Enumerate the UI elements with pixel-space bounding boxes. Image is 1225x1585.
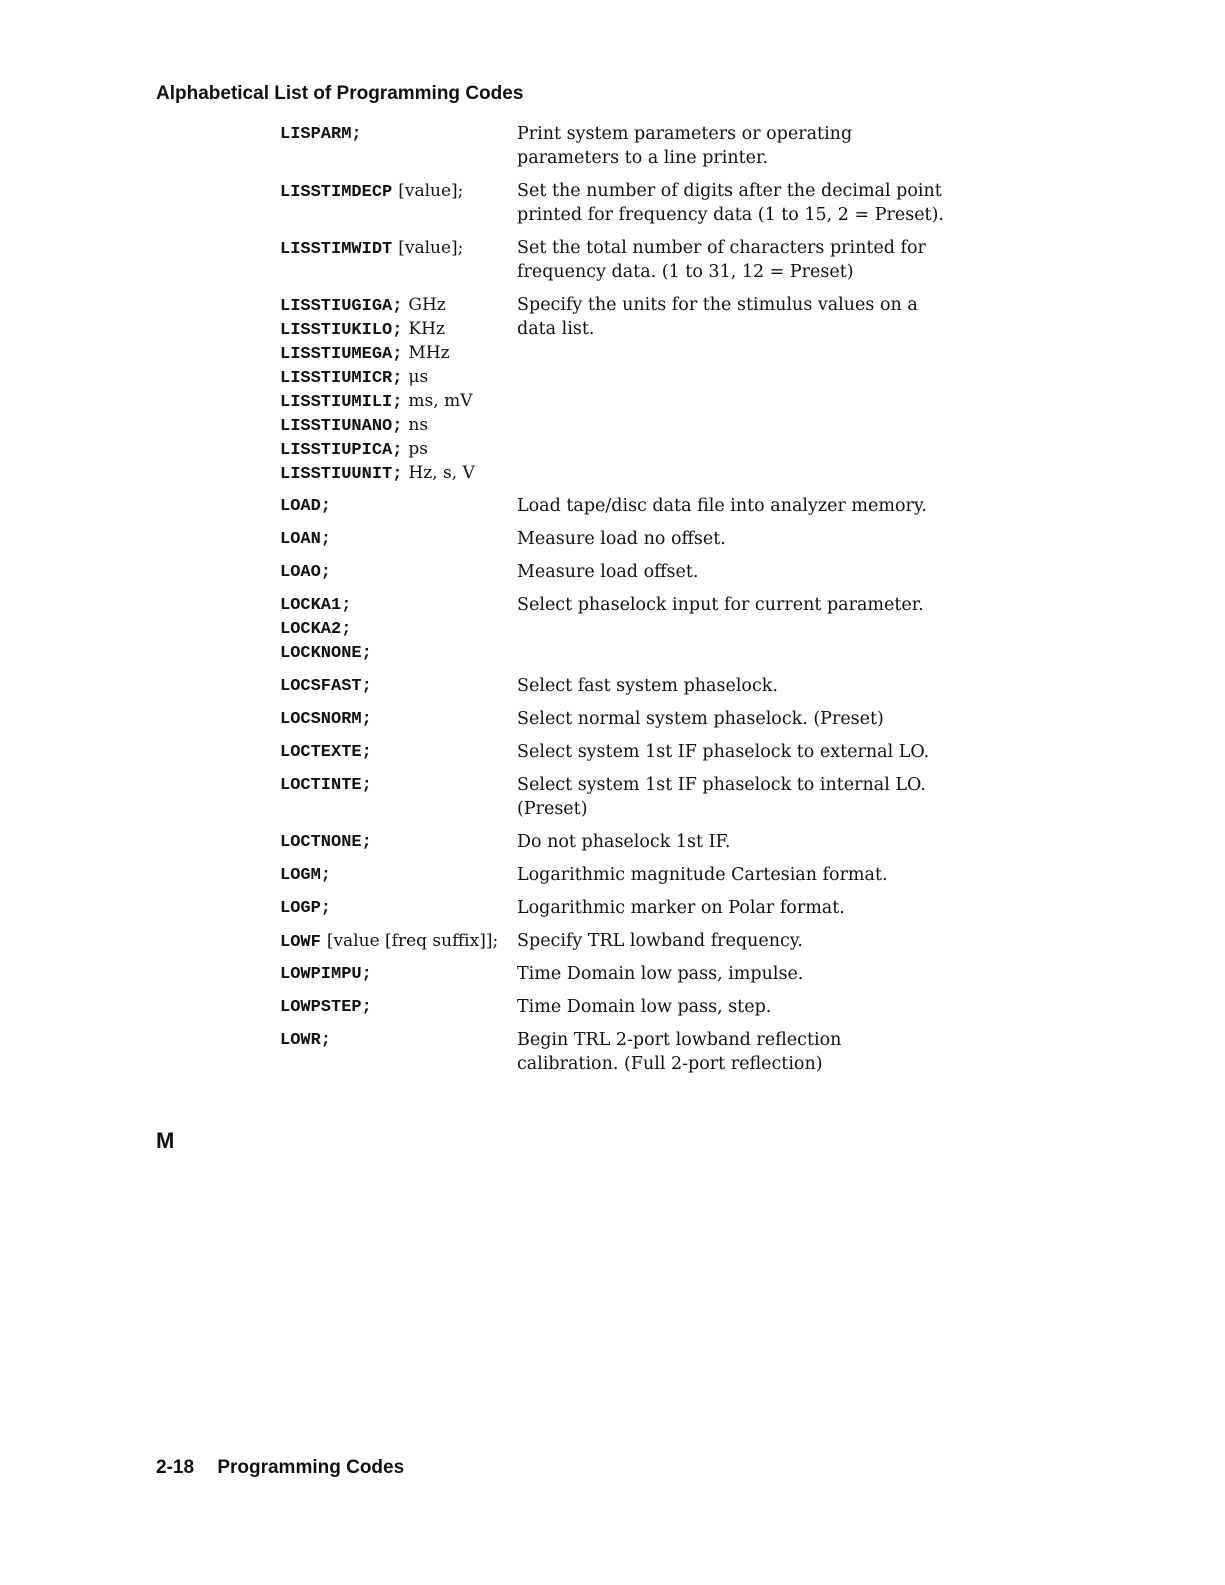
code-description <box>517 293 957 485</box>
code-line <box>280 1028 517 1052</box>
code-mnemonic: LISSTIUUNIT; <box>280 465 403 484</box>
code-entry <box>280 122 980 170</box>
code-mnemonic: LOCKA2; <box>280 620 352 639</box>
code-line <box>280 773 517 797</box>
code-line <box>280 389 517 413</box>
code-column <box>280 674 517 698</box>
code-mnemonic: LOAD; <box>280 497 332 516</box>
code-argument: μs <box>408 367 429 387</box>
code-mnemonic: LOCSNORM; <box>280 710 372 729</box>
code-column <box>280 896 517 920</box>
code-column <box>280 494 517 518</box>
code-entry <box>280 830 980 854</box>
description-line: Print system parameters or operating <box>517 124 853 144</box>
code-description <box>517 179 957 227</box>
code-entry <box>280 740 980 764</box>
code-column <box>280 863 517 887</box>
description-line: frequency data. (1 to 31, 12 = Preset) <box>517 262 854 282</box>
description-line: Load tape/disc data file into analyzer memory. <box>517 496 927 516</box>
code-mnemonic: LOGM; <box>280 866 332 885</box>
code-description <box>517 830 957 854</box>
code-mnemonic: LOGP; <box>280 899 332 918</box>
page-footer <box>156 1457 404 1479</box>
code-line <box>280 122 517 146</box>
page-number: 2-18 <box>156 1457 195 1478</box>
code-entry <box>280 863 980 887</box>
code-line <box>280 740 517 764</box>
code-line <box>280 437 517 461</box>
code-mnemonic: LISSTIUMILI; <box>280 393 403 412</box>
code-description <box>517 896 957 920</box>
code-description <box>517 494 957 518</box>
description-line: Select system 1st IF phaselock to external LO. <box>517 742 930 762</box>
page-header <box>156 83 523 105</box>
description-line: printed for frequency data (1 to 15, 2 = Preset). <box>517 205 944 225</box>
code-column <box>280 560 517 584</box>
code-entry <box>280 527 980 551</box>
description-line: Time Domain low pass, impulse. <box>517 964 804 984</box>
description-line: Time Domain low pass, step. <box>517 997 772 1017</box>
code-argument: GHz <box>408 295 446 315</box>
code-argument: ps <box>408 439 429 459</box>
description-line: Set the total number of characters printed for <box>517 238 926 258</box>
code-column <box>280 179 517 227</box>
code-line <box>280 962 517 986</box>
code-line <box>280 236 517 260</box>
description-line: Select system 1st IF phaselock to internal LO. <box>517 775 926 795</box>
code-description <box>517 962 957 986</box>
code-line <box>280 896 517 920</box>
code-line <box>280 863 517 887</box>
code-mnemonic: LOCTINTE; <box>280 776 372 795</box>
code-description <box>517 773 957 821</box>
code-mnemonic: LOWPIMPU; <box>280 965 372 984</box>
code-line <box>280 830 517 854</box>
code-mnemonic: LISSTIUNANO; <box>280 417 403 436</box>
code-entry <box>280 179 980 227</box>
description-line: data list. <box>517 319 595 339</box>
code-mnemonic: LISSTIUGIGA; <box>280 297 403 316</box>
description-line: Select normal system phaselock. (Preset) <box>517 709 884 729</box>
code-description <box>517 593 957 665</box>
code-description <box>517 995 957 1019</box>
description-line: Begin TRL 2-port lowband reflection <box>517 1030 842 1050</box>
code-description <box>517 740 957 764</box>
code-argument: [value]; <box>398 181 464 201</box>
code-column <box>280 293 517 485</box>
code-column <box>280 773 517 821</box>
code-line <box>280 179 517 203</box>
code-mnemonic: LOCKA1; <box>280 596 352 615</box>
code-line <box>280 593 517 617</box>
code-argument: MHz <box>408 343 450 363</box>
code-entry <box>280 773 980 821</box>
code-argument: KHz <box>408 319 445 339</box>
section-letter: M <box>156 1128 175 1153</box>
code-description <box>517 707 957 731</box>
code-line <box>280 365 517 389</box>
code-mnemonic: LOAN; <box>280 530 332 549</box>
code-mnemonic: LISSTIUMICR; <box>280 369 403 388</box>
code-column <box>280 527 517 551</box>
code-mnemonic: LISSTIUKILO; <box>280 321 403 340</box>
code-line <box>280 995 517 1019</box>
code-argument: Hz, s, V <box>408 463 475 483</box>
description-line: Select phaselock input for current parameter. <box>517 595 924 615</box>
code-mnemonic: LOCKNONE; <box>280 644 372 663</box>
code-argument: [value]; <box>398 238 464 258</box>
code-mnemonic: LISSTIMDECP <box>280 183 393 202</box>
code-line <box>280 527 517 551</box>
description-line: Specify TRL lowband frequency. <box>517 931 803 951</box>
code-line <box>280 560 517 584</box>
code-line <box>280 317 517 341</box>
code-column <box>280 830 517 854</box>
code-column <box>280 593 517 665</box>
description-line: Logarithmic marker on Polar format. <box>517 898 845 918</box>
code-mnemonic: LISSTIUMEGA; <box>280 345 403 364</box>
code-line <box>280 617 517 641</box>
code-mnemonic: LOWR; <box>280 1031 332 1050</box>
code-entry <box>280 593 980 665</box>
code-argument: [value [freq suffix]]; <box>326 931 499 951</box>
code-column <box>280 995 517 1019</box>
code-mnemonic: LOWF <box>280 933 321 952</box>
code-description <box>517 674 957 698</box>
code-description <box>517 560 957 584</box>
code-line <box>280 293 517 317</box>
code-line <box>280 641 517 665</box>
code-mnemonic: LOCSFAST; <box>280 677 372 696</box>
code-entry <box>280 560 980 584</box>
header-title: Alphabetical List of Programming Codes <box>156 83 524 104</box>
code-line <box>280 674 517 698</box>
code-column <box>280 929 517 953</box>
code-column <box>280 740 517 764</box>
description-line: (Preset) <box>517 799 588 819</box>
code-entry <box>280 236 980 284</box>
code-entry <box>280 929 980 953</box>
code-argument: ms, mV <box>408 391 473 411</box>
description-line: Measure load offset. <box>517 562 699 582</box>
code-entry <box>280 962 980 986</box>
code-list <box>280 122 980 1085</box>
code-mnemonic: LISSTIMWIDT <box>280 240 393 259</box>
description-line: Specify the units for the stimulus values on a <box>517 295 918 315</box>
code-mnemonic: LISSTIUPICA; <box>280 441 403 460</box>
code-entry <box>280 1028 980 1076</box>
code-entry <box>280 494 980 518</box>
code-line <box>280 413 517 437</box>
code-line <box>280 494 517 518</box>
code-mnemonic: LOCTEXTE; <box>280 743 372 762</box>
description-line: Measure load no offset. <box>517 529 726 549</box>
code-column <box>280 962 517 986</box>
code-line <box>280 929 517 953</box>
code-mnemonic: LOCTNONE; <box>280 833 372 852</box>
code-argument: ns <box>408 415 429 435</box>
description-line: calibration. (Full 2-port reflection) <box>517 1054 823 1074</box>
footer-section: Programming Codes <box>217 1457 405 1478</box>
code-entry <box>280 674 980 698</box>
code-mnemonic: LOWPSTEP; <box>280 998 372 1017</box>
code-column <box>280 122 517 170</box>
description-line: Do not phaselock 1st IF. <box>517 832 731 852</box>
description-line: Logarithmic magnitude Cartesian format. <box>517 865 888 885</box>
code-entry <box>280 995 980 1019</box>
code-mnemonic: LISPARM; <box>280 125 362 144</box>
code-line <box>280 461 517 485</box>
code-column <box>280 1028 517 1076</box>
code-entry <box>280 707 980 731</box>
code-line <box>280 707 517 731</box>
code-description <box>517 929 957 953</box>
code-entry <box>280 293 980 485</box>
description-line: Set the number of digits after the decimal point <box>517 181 942 201</box>
code-description <box>517 527 957 551</box>
code-mnemonic: LOAO; <box>280 563 332 582</box>
code-entry <box>280 896 980 920</box>
code-description <box>517 122 957 170</box>
description-line: Select fast system phaselock. <box>517 676 778 696</box>
description-line: parameters to a line printer. <box>517 148 769 168</box>
code-description <box>517 863 957 887</box>
code-line <box>280 341 517 365</box>
code-description <box>517 1028 957 1076</box>
code-column <box>280 707 517 731</box>
code-description <box>517 236 957 284</box>
code-column <box>280 236 517 284</box>
